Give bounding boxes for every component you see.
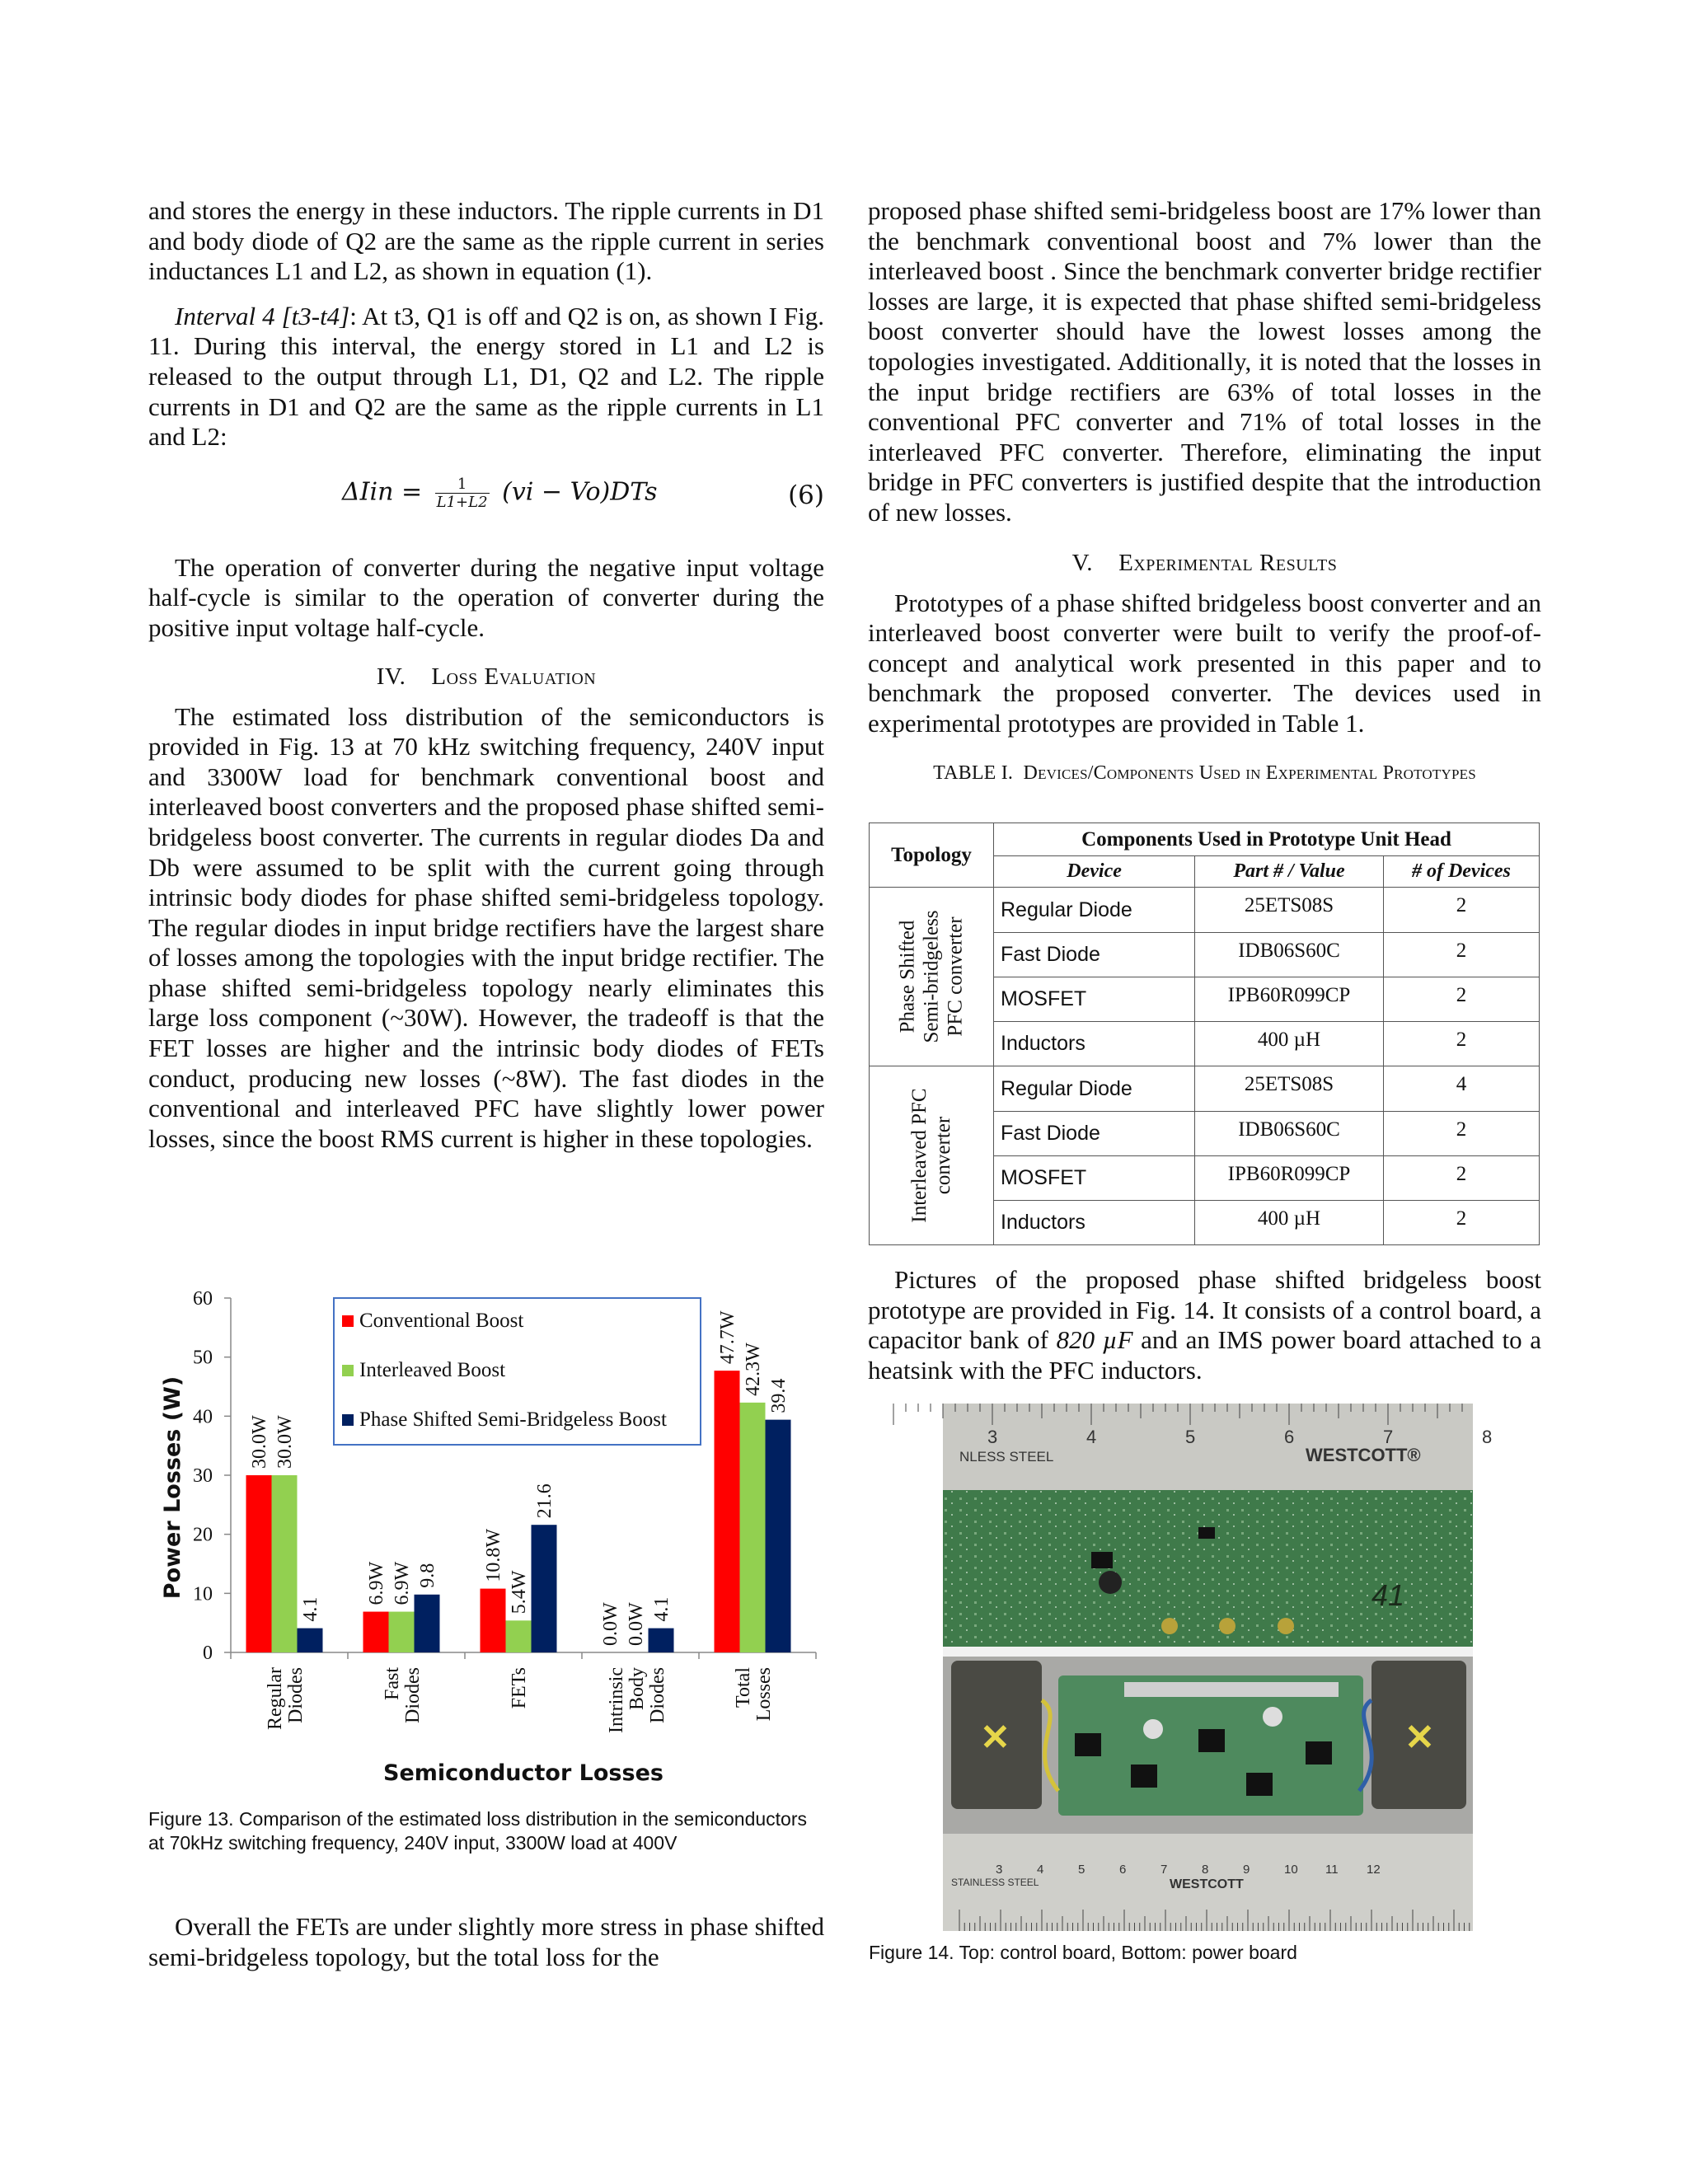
y-tick-label: 60 (193, 1288, 213, 1310)
equation-fraction (435, 476, 490, 511)
figure-14-caption-block (869, 1941, 1542, 1965)
power-device (1246, 1773, 1273, 1796)
paragraph-interval4 (148, 302, 824, 452)
ruler-number: 3 (996, 1863, 1003, 1877)
inductor-mark: ✕ (980, 1718, 1010, 1758)
table-cell-part: 25ETS08S (1195, 1066, 1384, 1112)
table-cell-device: Fast Diode (994, 933, 1195, 977)
bar-phase-shifted-semi-bridgeless-boost-0 (298, 1629, 323, 1652)
control-board-texture (943, 1490, 1473, 1647)
table-cell-device: Inductors (994, 1201, 1195, 1245)
table-cell-device: Regular Diode (994, 1066, 1195, 1112)
control-board-capacitor (1099, 1571, 1122, 1594)
ruler-number: 9 (1243, 1863, 1250, 1877)
ruler-brand-label: WESTCOTT (1170, 1877, 1244, 1891)
equation-rhs: (vi − Vo)DTs (502, 477, 658, 507)
header-connector (1124, 1682, 1339, 1697)
x-category-label (509, 1667, 530, 1708)
ruler-number: 8 (1202, 1863, 1209, 1877)
ruler-number: 3 (987, 1427, 998, 1447)
x-category-label-line: Intrinsic (606, 1667, 627, 1733)
inductor-mark: ✕ (1404, 1718, 1435, 1758)
x-category-label (265, 1667, 307, 1730)
bar-interleaved-boost-2 (506, 1620, 532, 1652)
x-category-label (733, 1667, 775, 1722)
x-category-label-line: Diodes (647, 1667, 668, 1723)
ruler-brand-label: WESTCOTT® (1306, 1445, 1421, 1465)
y-tick-label: 50 (193, 1347, 213, 1369)
table-cell-count: 2 (1383, 1156, 1539, 1201)
group-label-line: PFC converter (944, 916, 967, 1037)
paragraph-loss-evaluation: The estimated loss distribution of the semiconductors is provided in Fig. 13 at 70 kHz switching frequency, 240V input and 3300W load for benchmark conventional boost and interleaved boost converters and the proposed phase shifted semi-bridgeless boost converter. The currents in regular diodes Da and Db were assumed to be split with the current going through intrinsic body diodes for phase shifted semi-bridgeless topology. The regular diodes in input bridge rectifiers have the largest share of losses among the topologies with the input bridge rectifier. The phase shifted semi-bridgeless topology nearly eliminates this large loss component (~30W). However, the tradeoff is that the FET losses are higher and the intrinsic body diodes of FETs conduct, producing new losses (~8W). The fast diodes in the conventional and interleaved PFC have slightly lower power losses, since the boost RMS current is higher in these topologies. (148, 701, 824, 1153)
table-group-phase-shifted (870, 888, 994, 1066)
table-header-count: # of Devices (1383, 856, 1539, 888)
table-cell-device: Inductors (994, 1022, 1195, 1066)
pictures-text-a: Pictures of the proposed phase shifted bridgeless boost prototype are provided in Fig. 14. It consists of a control board, a capacitor bank of (868, 1265, 1541, 1355)
table-cell-part: 400 µH (1195, 1022, 1384, 1066)
section-title: Experimental Results (1118, 549, 1338, 576)
x-category-label-line: Total (733, 1667, 754, 1708)
x-axis-title: Semiconductor Losses (383, 1760, 663, 1786)
equation-expression (342, 476, 658, 511)
x-category-label-line: Fast (382, 1667, 403, 1701)
bar-value-label: 21.6 (534, 1483, 556, 1519)
power-board-hole (1143, 1719, 1163, 1739)
x-category-label (606, 1667, 668, 1733)
table-cell-part: IDB06S60C (1195, 933, 1384, 977)
group-label (896, 910, 968, 1043)
legend-swatch (342, 1414, 354, 1426)
table-cell-count: 2 (1383, 1201, 1539, 1245)
bar-phase-shifted-semi-bridgeless-boost-2 (532, 1525, 557, 1652)
chart-legend (334, 1298, 701, 1445)
left-column (148, 196, 824, 1154)
legend-swatch (342, 1365, 354, 1376)
power-board-hole (1263, 1707, 1282, 1727)
left-column-bottom (148, 1912, 824, 1972)
ruler-number: 7 (1383, 1427, 1394, 1447)
bar-value-label: 4.1 (651, 1596, 673, 1622)
ruler-number: 5 (1185, 1427, 1196, 1447)
table-caption-text: Devices/Components Used in Experimental Prototypes (1023, 762, 1476, 784)
table-cell-device: Fast Diode (994, 1112, 1195, 1156)
group-label-line: Phase Shifted (896, 920, 919, 1033)
y-axis-title: Power Losses (W) (160, 1376, 185, 1600)
bar-conventional-boost-1 (363, 1612, 389, 1652)
capacitor-value: 820 µF (1056, 1325, 1133, 1355)
equation-denominator: L1+L2 (436, 493, 488, 511)
ruler-number: 6 (1119, 1863, 1127, 1877)
bar-value-label: 6.9W (366, 1561, 387, 1605)
ruler-steel-label: NLESS STEEL (959, 1449, 1054, 1465)
mounting-hole (1161, 1618, 1178, 1634)
bar-value-label: 30.0W (249, 1415, 270, 1469)
bar-conventional-boost-4 (715, 1371, 740, 1652)
table-row (870, 1066, 1540, 1112)
table-header-components: Components Used in Prototype Unit Head (994, 823, 1540, 856)
y-tick-label: 30 (193, 1465, 213, 1487)
bar-value-label: 30.0W (274, 1415, 296, 1469)
devices-table (869, 823, 1540, 1245)
control-board-chip (1091, 1552, 1113, 1568)
bar-value-label: 0.0W (626, 1602, 647, 1646)
paragraph-loss-comparison: proposed phase shifted semi-bridgeless boost are 17% lower than the benchmark conventional boost and 7% lower than the interleaved boost . Since the benchmark converter bridge rectifier losses are large, it is expected that phase shifted semi-bridgeless boost converter should have the lowest losses among the topologies investigated. Additionally, it is noted that the losses in the input bridge rectifiers are 63% of total losses in the conventional PFC converter and 71% of total losses in the interleaved PFC converter. Therefore, eliminating the input bridge in PFC converters is justified despite that the introduction of new losses. (868, 196, 1541, 527)
x-category-label-line: Regular (265, 1667, 286, 1730)
table-cell-device: MOSFET (994, 1156, 1195, 1201)
power-device (1131, 1765, 1157, 1788)
group-label-line: converter (932, 1116, 954, 1195)
power-device (1198, 1729, 1225, 1752)
table-cell-part: IPB60R099CP (1195, 1156, 1384, 1201)
mounting-hole (1219, 1618, 1236, 1634)
paragraph-pictures (868, 1265, 1541, 1385)
power-device (1075, 1733, 1101, 1756)
section-number: IV. (376, 663, 406, 690)
table-cell-part: 25ETS08S (1195, 888, 1384, 933)
ruler-number: 10 (1284, 1863, 1298, 1877)
bar-value-label: 6.9W (392, 1561, 413, 1605)
bar-interleaved-boost-1 (389, 1612, 415, 1652)
table-cell-count: 2 (1383, 933, 1539, 977)
table-cell-count: 2 (1383, 1112, 1539, 1156)
ruler-number: 4 (1086, 1427, 1097, 1447)
equation-6 (148, 469, 824, 535)
table-cell-part: 400 µH (1195, 1201, 1384, 1245)
bar-value-label: 42.3W (743, 1343, 764, 1396)
table-title (868, 762, 1541, 785)
table-row (870, 888, 1540, 933)
legend-label: Conventional Boost (359, 1310, 524, 1332)
paragraph-prototypes: Prototypes of a phase shifted bridgeless boost converter and an interleaved boost converter were built to verify the proof-of-concept and analytical work presented in this paper and to benchmark the proposed converter. The devices used in experimental prototypes are provided in Table 1. (868, 588, 1541, 738)
y-tick-label: 40 (193, 1406, 213, 1428)
equation-number: (6) (788, 480, 824, 510)
bar-value-label: 5.4W (509, 1570, 530, 1615)
bar-phase-shifted-semi-bridgeless-boost-1 (415, 1595, 440, 1652)
loss-distribution-chart (148, 1273, 832, 1793)
equation-lhs: ΔIin = (342, 477, 423, 507)
x-category-label-line: Diodes (285, 1667, 307, 1723)
legend-label: Phase Shifted Semi-Bridgeless Boost (359, 1408, 667, 1431)
pictures-text-b: and an IMS power board attached to a heatsink with the PFC inductors. (868, 1325, 1541, 1385)
ruler-number: 7 (1160, 1863, 1168, 1877)
table-cell-count: 2 (1383, 977, 1539, 1022)
table-number: TABLE I. (933, 762, 1014, 784)
ruler-number: 8 (1482, 1427, 1493, 1447)
bar-value-label: 0.0W (600, 1602, 621, 1646)
y-tick-label: 0 (203, 1643, 213, 1664)
ruler-number: 6 (1284, 1427, 1295, 1447)
table-cell-count: 2 (1383, 888, 1539, 933)
table-header-part: Part # / Value (1195, 856, 1384, 888)
control-board-chip (1198, 1527, 1215, 1539)
bar-value-label: 39.4 (768, 1378, 790, 1413)
x-category-label-line: Losses (753, 1667, 775, 1722)
photo-gap (943, 1647, 1473, 1657)
ruler-number: 11 (1325, 1863, 1339, 1877)
bar-interleaved-boost-0 (272, 1475, 298, 1652)
x-category-label-line: FETs (509, 1667, 530, 1709)
power-device (1306, 1741, 1332, 1765)
group-label-line: Interleaved PFC (908, 1088, 931, 1223)
right-column-after-table (868, 1265, 1541, 1385)
y-tick-label: 10 (193, 1583, 213, 1605)
x-category-label-line: Body (626, 1667, 648, 1711)
mounting-hole (1278, 1618, 1294, 1634)
table-cell-device: Regular Diode (994, 888, 1195, 933)
x-category-label-line: Diodes (402, 1667, 424, 1723)
bar-phase-shifted-semi-bridgeless-boost-3 (649, 1629, 674, 1652)
bar-conventional-boost-2 (481, 1589, 506, 1652)
section-heading-experimental (868, 550, 1541, 577)
legend-label: Interleaved Boost (359, 1359, 506, 1381)
right-column (868, 196, 1541, 785)
figure-14-caption: Figure 14. Top: control board, Bottom: power board (869, 1942, 1297, 1963)
figure-13-caption-block (148, 1807, 824, 1855)
ruler-number: 12 (1367, 1863, 1381, 1877)
ruler-number: 4 (1037, 1863, 1044, 1877)
y-tick-label: 20 (193, 1524, 213, 1546)
section-number: V. (1071, 549, 1094, 576)
paragraph-negative-halfcycle: The operation of converter during the negative input voltage half-cycle is similar to the operation of converter during the positive input voltage half-cycle. (148, 552, 824, 642)
table-cell-count: 4 (1383, 1066, 1539, 1112)
x-category-label (382, 1667, 424, 1723)
bar-conventional-boost-0 (246, 1475, 272, 1652)
table-header-topology: Topology (870, 823, 994, 888)
bar-phase-shifted-semi-bridgeless-boost-4 (766, 1420, 791, 1652)
table-cell-device: MOSFET (994, 977, 1195, 1022)
prototype-photo (943, 1404, 1493, 1931)
table-header-device: Device (994, 856, 1195, 888)
interval4-body: : At t3, Q1 is off and Q2 is on, as shown I Fig. 11. During this interval, the energy stored in L1 and L2 is released to the output through L1, D1, Q2 and L2. The ripple currents in D1 and Q2 are the same as the ripple currents in L1 and L2: (148, 301, 824, 452)
section-title: Loss Evaluation (431, 663, 597, 690)
table-group-interleaved (870, 1066, 994, 1245)
equation-numerator: 1 (435, 476, 490, 494)
bar-value-label: 47.7W (717, 1310, 738, 1365)
group-label (907, 1088, 955, 1222)
bar-value-label: 9.8 (417, 1563, 438, 1588)
legend-swatch (342, 1315, 354, 1327)
bar-value-label: 4.1 (300, 1596, 321, 1622)
bar-value-label: 10.8W (483, 1528, 504, 1582)
section-heading-loss-evaluation (148, 663, 824, 691)
table-cell-part: IPB60R099CP (1195, 977, 1384, 1022)
interval4-lead: Interval 4 [t3-t4] (175, 301, 350, 330)
bar-interleaved-boost-4 (740, 1403, 766, 1652)
ruler-number: 5 (1078, 1863, 1085, 1877)
paragraph-interval3-end: and stores the energy in these inductors. The ripple currents in D1 and body diode of Q2 are the same as the ripple current in series inductances L1 and L2, as shown in equation (1). (148, 196, 824, 286)
ruler-steel-label: STAINLESS STEEL (951, 1877, 1039, 1888)
table-cell-part: IDB06S60C (1195, 1112, 1384, 1156)
group-label-line: Semi-bridgeless (920, 910, 943, 1043)
figure-13-caption: Figure 13. Comparison of the estimated loss distribution in the semiconductors at 70kHz switching frequency, 240V input, 3300W load at 400V (148, 1808, 808, 1854)
board-handwritten-note: 41 (1372, 1578, 1405, 1612)
paragraph-fet-stress: Overall the FETs are under slightly more stress in phase shifted semi-bridgeless topology, but the total loss for the (148, 1912, 824, 1971)
table-cell-count: 2 (1383, 1022, 1539, 1066)
